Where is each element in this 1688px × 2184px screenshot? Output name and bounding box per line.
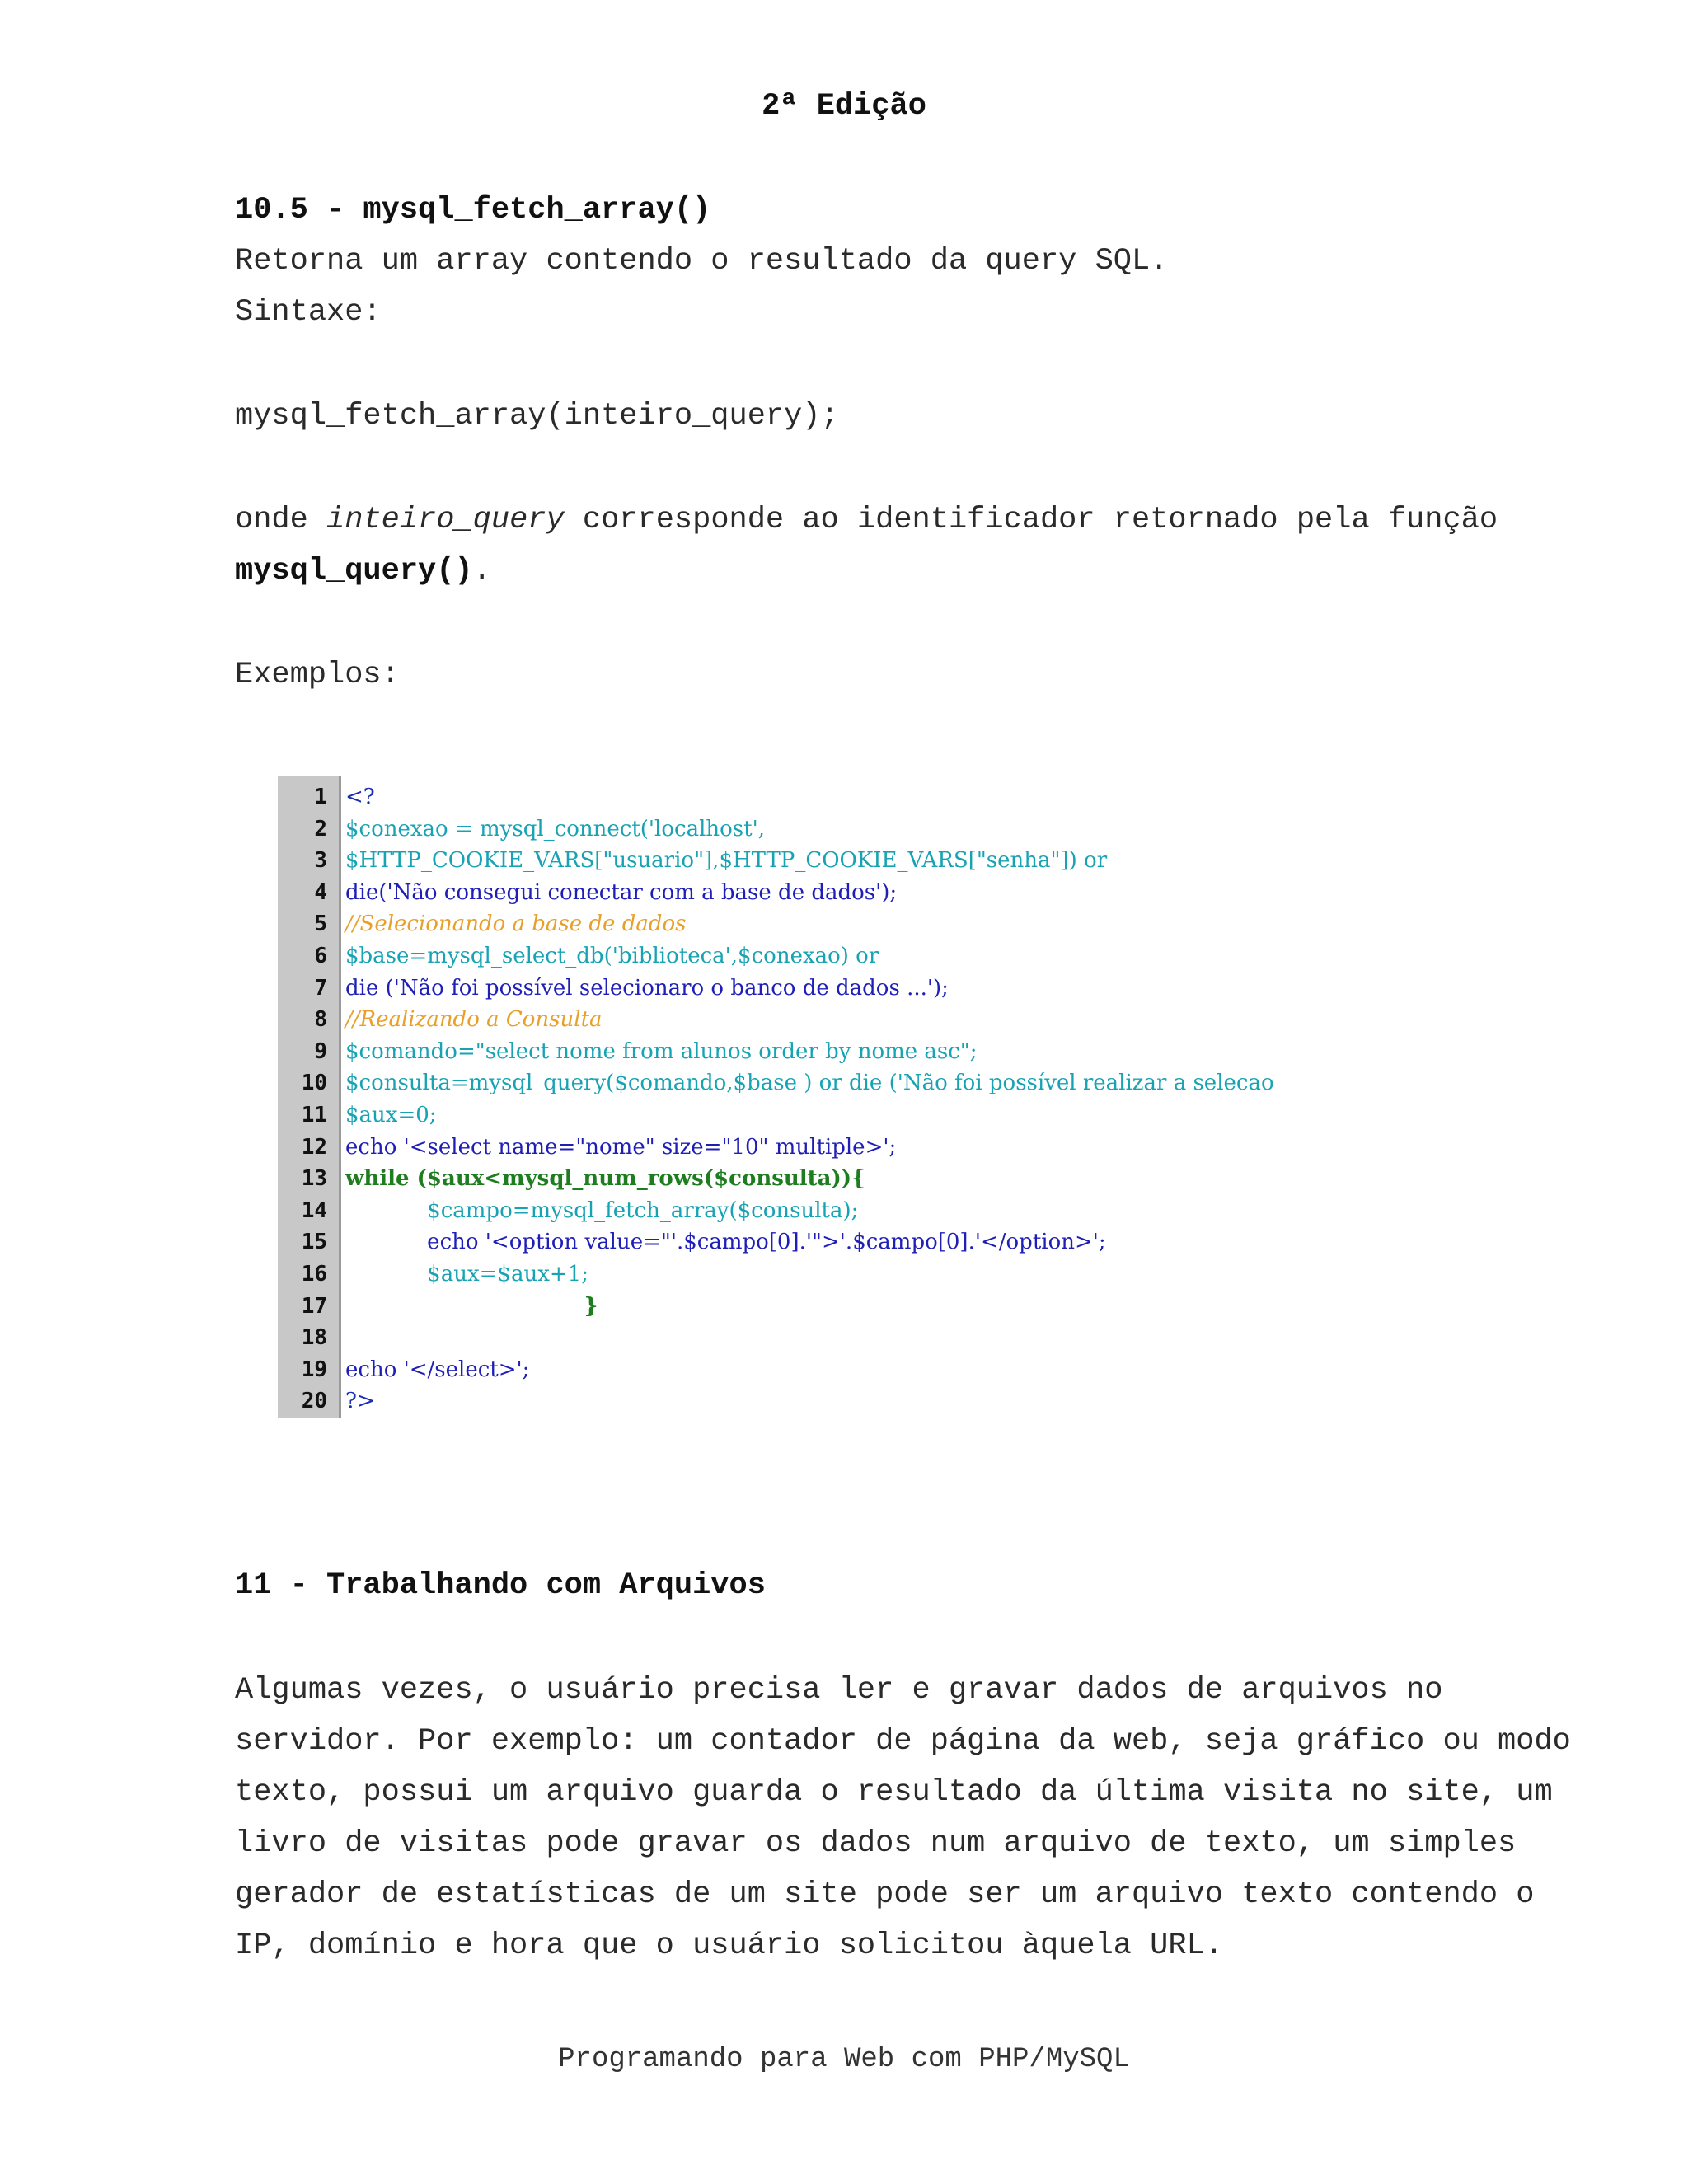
code-text: $HTTP_COOKIE_VARS["usuario"],$HTTP_COOKIE_VARS["senha"]) or xyxy=(345,848,1108,874)
section-title-11: 11 - Trabalhando com Arquivos xyxy=(235,1568,766,1603)
section-description: Retorna um array contendo o resultado da query SQL. xyxy=(235,244,1169,279)
syntax-label: Sintaxe: xyxy=(235,295,382,330)
line-number: 5 xyxy=(314,912,327,937)
sentence-end: . xyxy=(472,554,491,588)
code-text: $conexao = mysql_connect('localhost', xyxy=(345,816,766,841)
code-line xyxy=(278,972,1564,1005)
code-line xyxy=(278,1132,1564,1164)
code-line xyxy=(278,1385,1564,1418)
code-line xyxy=(278,1195,1564,1227)
code-line xyxy=(278,1067,1564,1099)
code-line xyxy=(278,940,1564,972)
line-number: 13 xyxy=(301,1166,327,1192)
code-line xyxy=(278,908,1564,940)
code-text: $base=mysql_select_db('biblioteca',$conexao) or xyxy=(345,943,879,968)
code-line xyxy=(278,781,1564,813)
paragraph-line: Algumas vezes, o usuário precisa ler e gravar dados de arquivos no xyxy=(235,1673,1443,1708)
examples-label: Exemplos: xyxy=(235,658,400,692)
line-number: 9 xyxy=(314,1038,327,1064)
code-text: $campo=mysql_fetch_array($consulta); xyxy=(345,1197,859,1223)
code-text: ?> xyxy=(345,1389,375,1414)
code-example-image xyxy=(278,776,1564,1418)
line-number: 17 xyxy=(301,1293,327,1319)
code-text: die ('Não foi possível selecionaro o banco de dados ...'); xyxy=(345,975,949,1001)
where-rest: corresponde ao identificador retornado pela função xyxy=(564,503,1498,537)
code-text: echo '</select>'; xyxy=(345,1357,530,1382)
line-number: 6 xyxy=(314,943,327,968)
code-text: //Selecionando a base de dados xyxy=(345,912,687,937)
code-line xyxy=(278,1036,1564,1068)
paragraph-line: texto, possui um arquivo guarda o resultado da última visita no site, um xyxy=(235,1775,1553,1810)
parameter-name: inteiro_query xyxy=(326,503,565,537)
line-number: 15 xyxy=(301,1230,327,1255)
code-text: <? xyxy=(345,785,375,809)
where-prefix: onde xyxy=(235,503,327,537)
page-header: 2ª Edição xyxy=(762,89,926,124)
line-number: 1 xyxy=(314,785,327,809)
syntax-signature: mysql_fetch_array(inteiro_query); xyxy=(235,399,839,434)
paragraph-line: livro de visitas pode gravar os dados num arquivo de texto, um simples xyxy=(235,1826,1517,1861)
paragraph-line: gerador de estatísticas de um site pode ser um arquivo texto contendo o xyxy=(235,1877,1535,1912)
code-text: die('Não consegui conectar com a base de dados'); xyxy=(345,879,898,905)
line-number: 3 xyxy=(314,848,327,874)
code-line xyxy=(278,813,1564,846)
code-text: $aux=0; xyxy=(345,1102,437,1127)
paragraph-line: IP, domínio e hora que o usuário solicitou àquela URL. xyxy=(235,1929,1223,1963)
parameter-description xyxy=(235,494,1498,546)
line-number: 18 xyxy=(301,1325,327,1351)
function-name: mysql_query() xyxy=(235,554,473,588)
code-lines xyxy=(278,781,1564,1418)
line-number: 10 xyxy=(301,1071,327,1096)
section-title-10-5: 10.5 - mysql_fetch_array() xyxy=(235,193,711,227)
code-line xyxy=(278,845,1564,877)
line-number: 20 xyxy=(301,1389,327,1414)
code-text: $consulta=mysql_query($comando,$base ) or die ('Não foi possível realizar a selecao xyxy=(345,1071,1274,1096)
code-line xyxy=(278,1258,1564,1291)
code-line xyxy=(278,1322,1564,1354)
line-number: 16 xyxy=(301,1261,327,1286)
code-text: } xyxy=(345,1293,598,1319)
code-line xyxy=(278,877,1564,909)
code-line xyxy=(278,1163,1564,1195)
code-line xyxy=(278,1354,1564,1386)
code-text: $comando="select nome from alunos order by nome asc"; xyxy=(345,1038,978,1064)
page-footer: Programando para Web com PHP/MySQL xyxy=(558,2044,1130,2075)
line-number: 11 xyxy=(301,1102,327,1127)
code-line xyxy=(278,1291,1564,1323)
code-text: $aux=$aux+1; xyxy=(345,1261,588,1286)
line-number: 2 xyxy=(314,816,327,841)
code-text: echo '<option value="'.$campo[0].'">'.$campo[0].'</option>'; xyxy=(345,1230,1106,1255)
line-number: 14 xyxy=(301,1197,327,1223)
line-number: 4 xyxy=(314,879,327,905)
code-text: while ($aux<mysql_num_rows($consulta)){ xyxy=(345,1166,865,1192)
code-text: //Realizando a Consulta xyxy=(345,1007,603,1033)
function-reference xyxy=(235,546,491,597)
line-number: 8 xyxy=(314,1007,327,1033)
code-line xyxy=(278,1099,1564,1132)
code-line xyxy=(278,1004,1564,1036)
line-number: 7 xyxy=(314,975,327,1001)
line-number: 19 xyxy=(301,1357,327,1382)
line-number: 12 xyxy=(301,1134,327,1160)
code-text: echo '<select name="nome" size="10" multiple>'; xyxy=(345,1134,897,1160)
paragraph-line: servidor. Por exemplo: um contador de página da web, seja gráfico ou modo xyxy=(235,1724,1571,1759)
code-line xyxy=(278,1226,1564,1258)
